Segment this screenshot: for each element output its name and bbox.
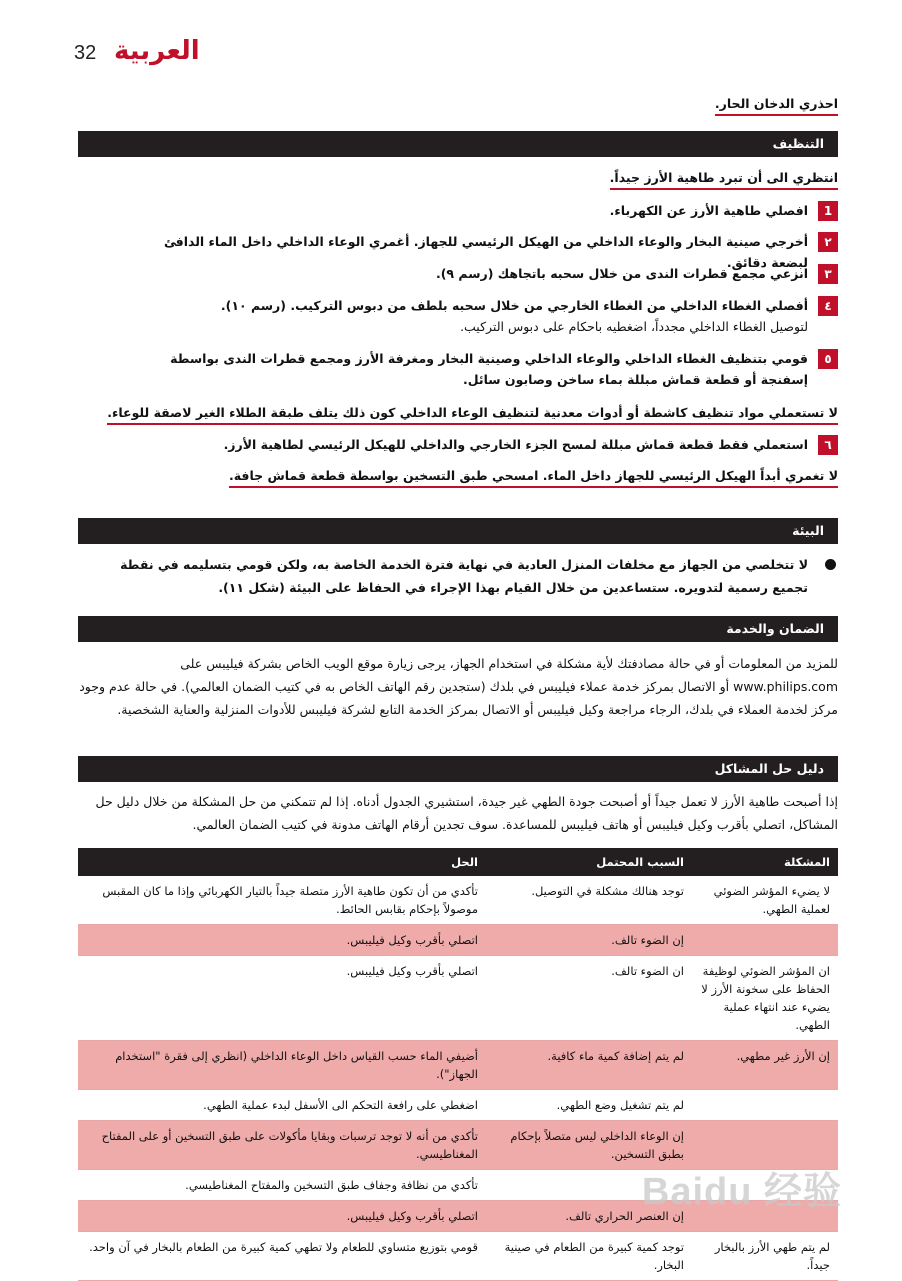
cool-down-warning: انتظري الى أن تبرد طاهية الأرز جيداً.	[610, 170, 838, 190]
step-text: أخرجي صينية البخار والوعاء الداخلي من الهيكل الرئيسي للجهاز. أغمري الوعاء الداخلي داخل الماء الدافئ لبضعة دقائق.	[164, 234, 808, 270]
cell-cause: إن الضوء تالف.	[486, 925, 692, 956]
cell-problem	[692, 925, 838, 956]
cell-cause: ان الضوء تالف.	[486, 956, 692, 1041]
hot-steam-warning: احذري الدخان الحار.	[715, 96, 838, 116]
cleaning-step-6	[138, 434, 838, 455]
cell-problem: ان المؤشر الضوئي لوظيفة الحفاظ على سخونة الأرز لا يضيء عند انتهاء عملية الطهي.	[692, 956, 838, 1041]
abrasive-warning: لا تستعملي مواد تنظيف كاشطة أو أدوات معدنية لتنظيف الوعاء الداخلي كون ذلك يتلف طبقة الطلاء الغير لاصقة للوعاء.	[107, 405, 838, 425]
cell-cause: إن الوعاء الداخلي ليس متصلاً بإحكام بطبق التسخين.	[486, 1121, 692, 1170]
step-text: أفصلي الغطاء الداخلي من الغطاء الخارجي من خلال سحبه بلطف من دبوس التركيب. (رسم ١٠).	[220, 298, 808, 313]
environment-section-header: البيئة	[78, 518, 838, 544]
header-problem: المشكلة	[692, 848, 838, 876]
cell-cause: إن العنصر الحراري تالف.	[486, 1201, 692, 1232]
immersion-warning: لا تغمري أبداً الهيكل الرئيسي للجهاز داخل الماء. امسحي طبق التسخين بواسطة قطعة قماش جافة.	[229, 468, 838, 488]
table-header-row	[78, 848, 838, 876]
cleaning-step-1	[138, 200, 838, 221]
page-number: 32	[74, 42, 97, 64]
warranty-section-header: الضمان والخدمة	[78, 616, 838, 642]
cell-solution: اتصلي بأقرب وكيل فيليبس.	[78, 956, 486, 1041]
cell-cause: توجد كمية كبيرة من الطعام في صينية البخار.	[486, 1232, 692, 1281]
environment-text: لا تتخلصي من الجهاز مع مخلفات المنزل العادية في نهاية فترة الخدمة الخاصة به، ولكن قومي بتسليمه في نقطة تجميع رسمية لتدويره. ستساعدين من خلال القيام بهذا الإجراء في الحفاظ على البيئة (شكل ١١).	[120, 557, 808, 595]
step-number-badge: 1	[818, 201, 838, 221]
step-number-badge: ٢	[818, 232, 838, 252]
table-row	[78, 925, 838, 956]
header-solution: الحل	[78, 848, 486, 876]
table-body	[78, 876, 838, 1281]
warranty-text: للمزيد من المعلومات أو في حالة مصادفتك لأية مشكلة في استخدام الجهاز، يرجى زيارة موقع الويب الخاص بشركة فيليبس على www.philips.com أو الاتصال بمركز خدمة عملاء فيليبس في بلدك (ستجدين رقم الهاتف الخاص به في كتيب الضمان العالمي). في حالة عدم وجود مركز لخدمة العملاء في بلدك، الرجاء مراجعة وكيل فيليبس أو الاتصال بمركز الخدمة التابع لشركة فيليبس للأدوات المنزلية والعناية الشخصية.	[79, 656, 838, 717]
table-row	[78, 1232, 838, 1281]
cell-problem: لم يتم طهي الأرز بالبخار جيداً.	[692, 1232, 838, 1281]
cleaning-step-5	[138, 348, 838, 390]
cell-solution: أضيفي الماء حسب القياس داخل الوعاء الداخلي (انظري إلى فقرة "استخدام الجهاز").	[78, 1041, 486, 1090]
troubleshooting-intro: إذا أصبحت طاهية الأرز لا تعمل جيداً أو أصبحت جودة الطهي غير جيدة، استشيري الجدول أدناه. إذا لم تتمكني من حل المشكلة من خلال دليل حل المشاكل، اتصلي بأقرب وكيل فيليبس أو هاتف فيليبس للمساعدة. سوف تجدين أرقام الهاتف مدونة في كتيب الضمان العالمي.	[95, 794, 838, 832]
troubleshooting-table	[78, 848, 838, 1281]
bullet-icon	[825, 559, 836, 570]
cleaning-step-3	[138, 263, 838, 284]
cleaning-section-header: التنظيف	[78, 131, 838, 157]
cell-cause: لم يتم تشغيل وضع الطهي.	[486, 1090, 692, 1121]
cell-solution: اضغطي على رافعة التحكم الى الأسفل لبدء عملية الطهي.	[78, 1090, 486, 1121]
cleaning-step-4	[138, 295, 838, 337]
header-cause: السبب المحتمل	[486, 848, 692, 876]
cell-solution: قومي بتوزيع متساوي للطعام ولا تطهي كمية كبيرة من الطعام بالبخار في آن واحد.	[78, 1232, 486, 1281]
language-title: العربية	[114, 36, 200, 66]
step-text: افصلي طاهية الأرز عن الكهرباء.	[609, 203, 808, 218]
cell-problem	[692, 1090, 838, 1121]
watermark: Baidu 经验	[641, 1171, 842, 1213]
table-row	[78, 956, 838, 1041]
troubleshooting-section-header: دليل حل المشاكل	[78, 756, 838, 782]
table-row	[78, 876, 838, 925]
cell-problem: إن الأرز غير مطهي.	[692, 1041, 838, 1090]
cell-solution: اتصلي بأقرب وكيل فيليبس.	[78, 925, 486, 956]
step-number-badge: ٤	[818, 296, 838, 316]
cell-problem: لا يضيء المؤشر الضوئي لعملية الطهي.	[692, 876, 838, 925]
cell-solution: تأكدي من نظافة وجفاف طبق التسخين والمفتاح المغناطيسي.	[78, 1170, 486, 1201]
step-text: استعملي فقط قطعة قماش مبللة لمسح الجزء الخارجي والداخلي للهيكل الرئيسي لطاهية الأرز.	[223, 437, 808, 452]
step-subtext: لتوصيل الغطاء الداخلي مجدداً، اضغطيه باحكام على دبوس التركيب.	[460, 319, 808, 334]
cell-solution: اتصلي بأقرب وكيل فيليبس.	[78, 1201, 486, 1232]
cell-cause: لم يتم إضافة كمية ماء كافية.	[486, 1041, 692, 1090]
step-number-badge: ٦	[818, 435, 838, 455]
table-row	[78, 1041, 838, 1090]
cell-solution: تأكدي من أنه لا توجد ترسبات وبقايا مأكولات على طبق التسخين أو على المفتاح المغناطيسي.	[78, 1121, 486, 1170]
table-row	[78, 1090, 838, 1121]
cell-cause: توجد هنالك مشكلة في التوصيل.	[486, 876, 692, 925]
step-number-badge: ٣	[818, 264, 838, 284]
step-text: انزعي مجمع قطرات الندى من خلال سحبه باتجاهك (رسم ٩).	[435, 266, 808, 281]
step-number-badge: ٥	[818, 349, 838, 369]
step-text: قومي بتنظيف الغطاء الداخلي والوعاء الداخلي وصينية البخار ومغرفة الأرز ومجمع قطرات الندى بواسطة إسفنجة أو قطعة قماش مبللة بماء ساخن وصابون سائل.	[170, 351, 808, 387]
cell-solution: تأكدي من أن تكون طاهية الأرز متصلة جيداً بالتيار الكهربائي وإذا ما كان المقبس موصولاً بإحكام بقابس الحائط.	[78, 876, 486, 925]
